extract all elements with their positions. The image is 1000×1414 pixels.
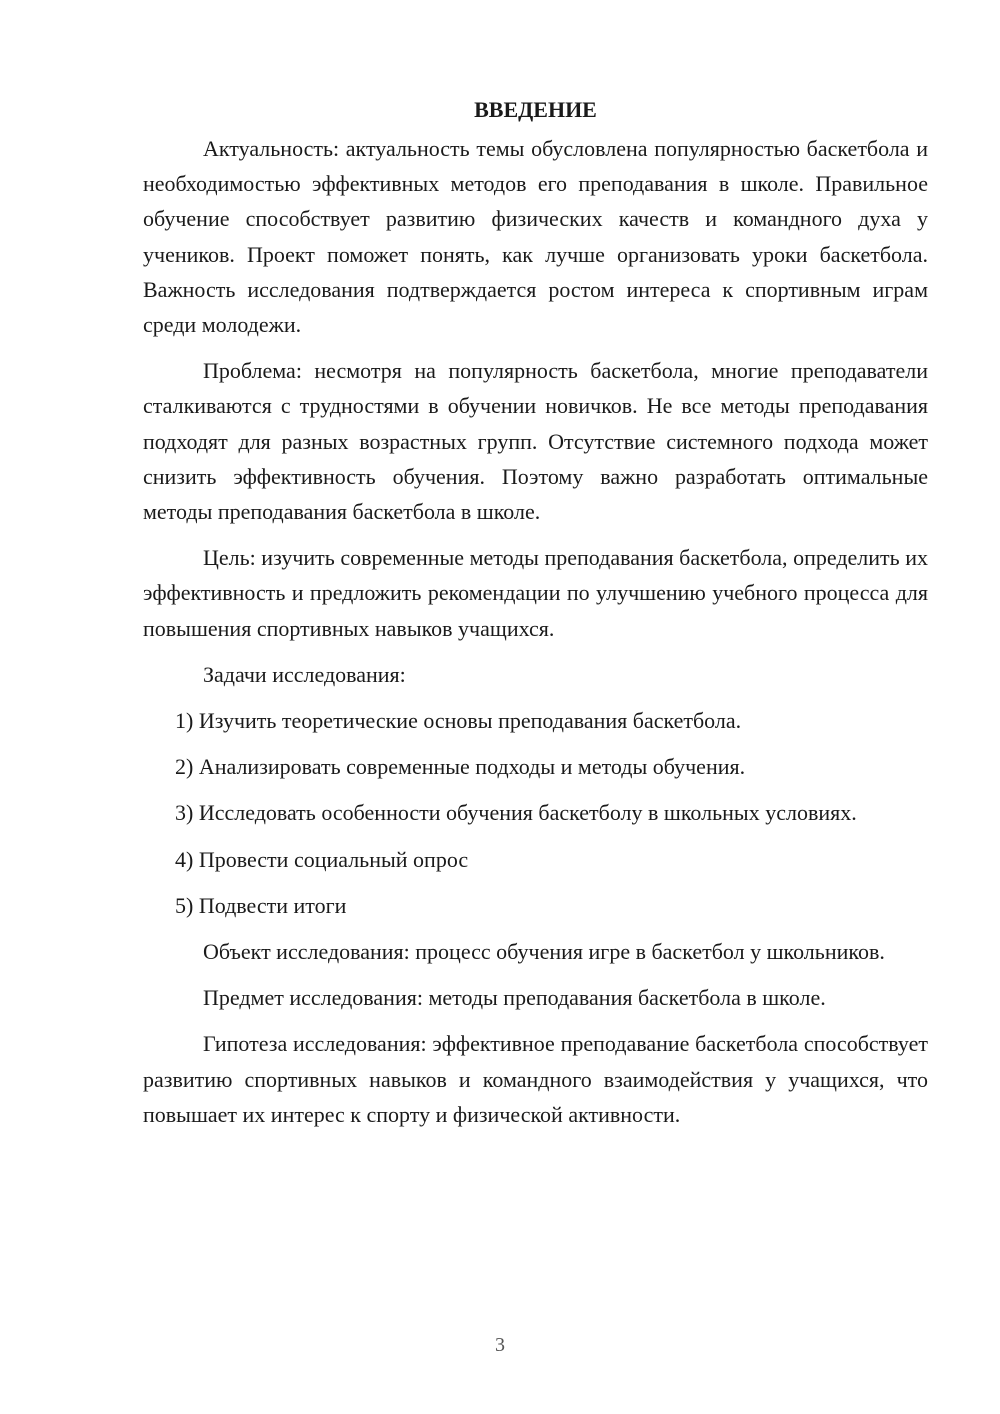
task-item-2: 2) Анализировать современные подходы и методы обучения. [175,754,746,780]
task-item-5: 5) Подвести итоги [175,892,347,918]
document-page [143,92,928,1143]
relevance-paragraph: Актуальность: актуальность темы обусловлена популярностью баскетбола и необходимостью эффективных методов его преподавания в школе. Правильное обучение способствует развитию физических качеств и командного духа у учеников. Проект поможет понять, как лучше организовать уроки баскетбола. Важность исследования подтверждается ростом интереса к спортивным играм среди молодежи. [143,136,928,338]
hypothesis-paragraph: Гипотеза исследования: эффективное преподавание баскетбола способствует развитию спортивных навыков и командного взаимодействия у учащихся, что повышает их интерес к спорту и физической активности. [143,1031,928,1127]
subject-paragraph: Предмет исследования: методы преподавания баскетбола в школе. [203,985,826,1011]
page-title: ВВЕДЕНИЕ [474,97,597,122]
task-item-1: 1) Изучить теоретические основы преподавания баскетбола. [175,708,742,734]
page-number: 3 [495,1334,505,1356]
problem-paragraph: Проблема: несмотря на популярность баскетбола, многие преподаватели сталкиваются с трудностями в обучении новичков. Не все методы преподавания подходят для разных возрастных групп. Отсутствие системного подхода может снизить эффективность обучения. Поэтому важно разработать оптимальные методы преподавания баскетбола в школе. [143,358,928,525]
goal-paragraph: Цель: изучить современные методы преподавания баскетбола, определить их эффективность и предложить рекомендации по улучшению учебного процесса для повышения спортивных навыков учащихся. [143,545,928,641]
task-item-4: 4) Провести социальный опрос [175,846,469,872]
tasks-heading: Задачи исследования: [203,661,406,687]
object-paragraph: Объект исследования: процесс обучения игре в баскетбол у школьников. [203,939,885,965]
task-item-3: 3) Исследовать особенности обучения баскетболу в школьных условиях. [175,800,857,826]
